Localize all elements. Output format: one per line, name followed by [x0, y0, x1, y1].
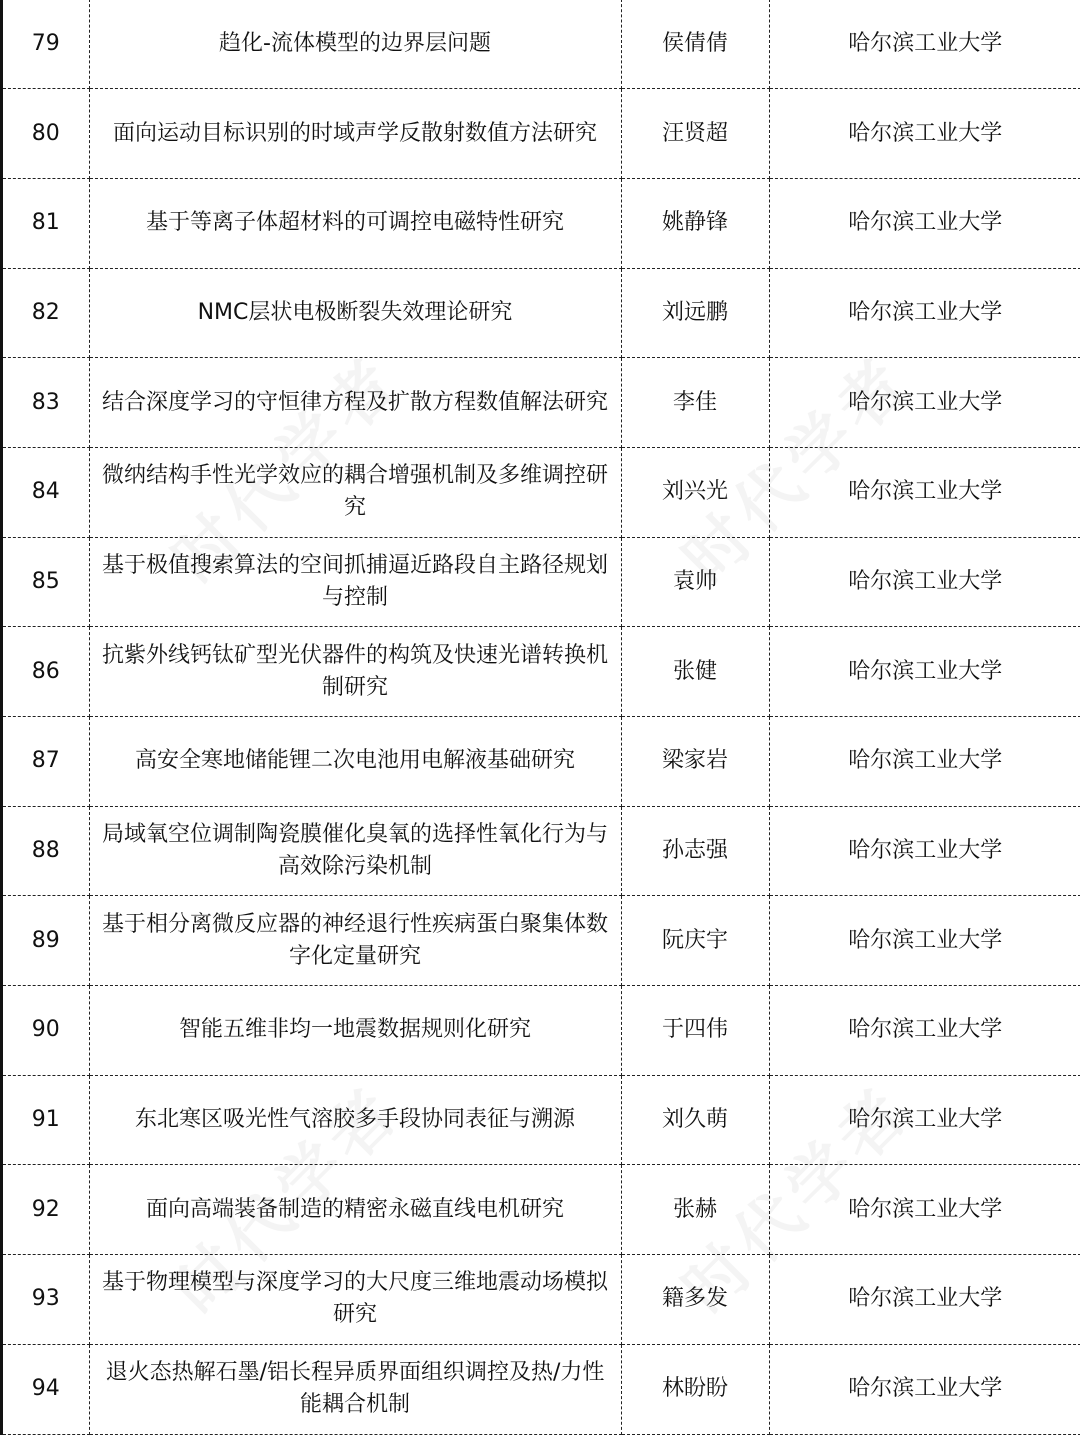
institution: 哈尔滨工业大学 [769, 717, 1080, 807]
person-name: 刘兴光 [621, 447, 769, 537]
table-row [1, 1075, 1080, 1165]
table-row [1, 537, 1080, 627]
table-body [1, 0, 1080, 1434]
project-title: NMC层状电极断裂失效理论研究 [89, 268, 621, 358]
institution: 哈尔滨工业大学 [769, 627, 1080, 717]
institution: 哈尔滨工业大学 [769, 447, 1080, 537]
project-title: 基于物理模型与深度学习的大尺度三维地震动场模拟研究 [89, 1255, 621, 1345]
person-name: 刘远鹏 [621, 268, 769, 358]
person-name: 籍多发 [621, 1255, 769, 1345]
project-title: 抗紫外线钙钛矿型光伏器件的构筑及快速光谱转换机制研究 [89, 627, 621, 717]
row-number: 93 [1, 1255, 89, 1345]
row-number: 89 [1, 896, 89, 986]
table-row [1, 358, 1080, 448]
table-row [1, 178, 1080, 268]
table-row [1, 89, 1080, 179]
row-number: 88 [1, 806, 89, 896]
row-number: 79 [1, 0, 89, 89]
project-title: 基于等离子体超材料的可调控电磁特性研究 [89, 178, 621, 268]
person-name: 孙志强 [621, 806, 769, 896]
institution: 哈尔滨工业大学 [769, 986, 1080, 1076]
person-name: 侯倩倩 [621, 0, 769, 89]
institution: 哈尔滨工业大学 [769, 1255, 1080, 1345]
table-row [1, 268, 1080, 358]
row-number: 91 [1, 1075, 89, 1165]
table-row [1, 0, 1080, 89]
table-row [1, 717, 1080, 807]
row-number: 87 [1, 717, 89, 807]
row-number: 83 [1, 358, 89, 448]
project-title: 退火态热解石墨/铝长程异质界面组织调控及热/力性能耦合机制 [89, 1344, 621, 1434]
person-name: 刘久萌 [621, 1075, 769, 1165]
project-title: 面向高端装备制造的精密永磁直线电机研究 [89, 1165, 621, 1255]
table-row [1, 627, 1080, 717]
row-number: 85 [1, 537, 89, 627]
person-name: 袁帅 [621, 537, 769, 627]
table-row [1, 806, 1080, 896]
institution: 哈尔滨工业大学 [769, 1075, 1080, 1165]
row-number: 84 [1, 447, 89, 537]
table-row [1, 1165, 1080, 1255]
person-name: 姚静锋 [621, 178, 769, 268]
institution: 哈尔滨工业大学 [769, 89, 1080, 179]
institution: 哈尔滨工业大学 [769, 1344, 1080, 1434]
row-number: 82 [1, 268, 89, 358]
project-title: 基于相分离微反应器的神经退行性疾病蛋白聚集体数字化定量研究 [89, 896, 621, 986]
row-number: 80 [1, 89, 89, 179]
institution: 哈尔滨工业大学 [769, 178, 1080, 268]
project-title: 微纳结构手性光学效应的耦合增强机制及多维调控研究 [89, 447, 621, 537]
row-number: 86 [1, 627, 89, 717]
person-name: 张健 [621, 627, 769, 717]
institution: 哈尔滨工业大学 [769, 358, 1080, 448]
institution: 哈尔滨工业大学 [769, 537, 1080, 627]
person-name: 林盼盼 [621, 1344, 769, 1434]
row-number: 92 [1, 1165, 89, 1255]
table-row [1, 896, 1080, 986]
project-title: 智能五维非均一地震数据规则化研究 [89, 986, 621, 1076]
table-row [1, 1255, 1080, 1345]
row-number: 94 [1, 1344, 89, 1434]
person-name: 于四伟 [621, 986, 769, 1076]
institution: 哈尔滨工业大学 [769, 0, 1080, 89]
person-name: 阮庆宇 [621, 896, 769, 986]
institution: 哈尔滨工业大学 [769, 896, 1080, 986]
person-name: 汪贤超 [621, 89, 769, 179]
project-title: 局域氧空位调制陶瓷膜催化臭氧的选择性氧化行为与高效除污染机制 [89, 806, 621, 896]
project-title: 东北寒区吸光性气溶胶多手段协同表征与溯源 [89, 1075, 621, 1165]
institution: 哈尔滨工业大学 [769, 268, 1080, 358]
person-name: 梁家岩 [621, 717, 769, 807]
project-title: 基于极值搜索算法的空间抓捕逼近路段自主路径规划与控制 [89, 537, 621, 627]
row-number: 90 [1, 986, 89, 1076]
table-row [1, 986, 1080, 1076]
project-title: 高安全寒地储能锂二次电池用电解液基础研究 [89, 717, 621, 807]
row-number: 81 [1, 178, 89, 268]
project-title: 趋化-流体模型的边界层问题 [89, 0, 621, 89]
table-row [1, 447, 1080, 537]
institution: 哈尔滨工业大学 [769, 1165, 1080, 1255]
table-row [1, 1344, 1080, 1434]
project-title: 面向运动目标识别的时域声学反散射数值方法研究 [89, 89, 621, 179]
person-name: 李佳 [621, 358, 769, 448]
project-title: 结合深度学习的守恒律方程及扩散方程数值解法研究 [89, 358, 621, 448]
person-name: 张赫 [621, 1165, 769, 1255]
institution: 哈尔滨工业大学 [769, 806, 1080, 896]
